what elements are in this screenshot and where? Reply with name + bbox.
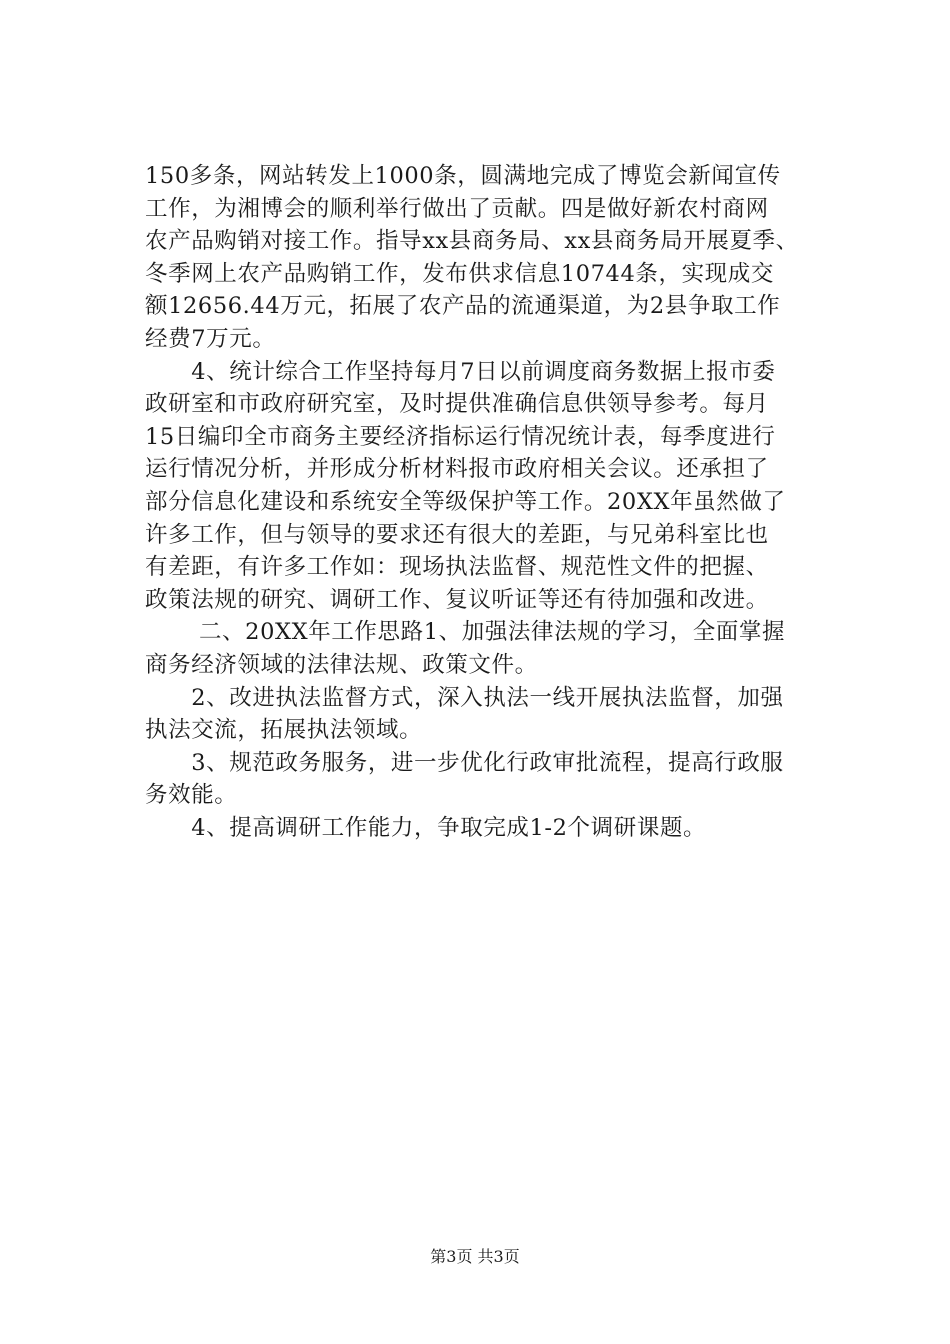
- text-line: 3、规范政务服务，进一步优化行政审批流程，提高行政服: [145, 749, 784, 776]
- text-line: 二、20XX年工作思路1、加强法律法规的学习，全面掌握: [145, 619, 786, 646]
- text-line: 政研室和市政府研究室，及时提供准确信息供领导参考。每月: [145, 391, 769, 418]
- text-line: 农产品购销对接工作。指导xx县商务局、xx县商务局开展夏季、: [145, 228, 799, 255]
- text-line: 冬季网上农产品购销工作，发布供求信息10744条，实现成交: [145, 260, 774, 287]
- page-footer: [0, 1244, 950, 1267]
- text-line: 4、统计综合工作坚持每月7日以前调度商务数据上报市委: [145, 358, 776, 385]
- text-line: 许多工作，但与领导的要求还有很大的差距，与兄弟科室比也: [145, 521, 769, 548]
- page-number-label: 第3页 共3页: [430, 1247, 520, 1266]
- text-line: 运行情况分析，并形成分析材料报市政府相关会议。还承担了: [145, 456, 769, 483]
- text-line: 有差距，有许多工作如：现场执法监督、规范性文件的把握、: [145, 554, 769, 581]
- document-body: [145, 160, 845, 844]
- text-line: 执法交流，拓展执法领域。: [145, 717, 423, 744]
- text-line: 额12656.44万元，拓展了农产品的流通渠道，为2县争取工作: [145, 293, 781, 320]
- text-line: 务效能。: [145, 782, 238, 809]
- text-line: 工作，为湘博会的顺利举行做出了贡献。四是做好新农村商网: [145, 195, 769, 222]
- text-line: 150多条，网站转发上1000条，圆满地完成了博览会新闻宣传: [145, 163, 781, 189]
- text-line: 15日编印全市商务主要经济指标运行情况统计表，每季度进行: [145, 423, 776, 450]
- text-line: 商务经济领域的法律法规、政策文件。: [145, 651, 538, 678]
- text-line: 政策法规的研究、调研工作、复议听证等还有待加强和改进。: [145, 586, 769, 613]
- text-line: 部分信息化建设和系统安全等级保护等工作。20XX年虽然做了: [145, 488, 786, 515]
- text-line: 2、改进执法监督方式，深入执法一线开展执法监督，加强: [145, 684, 784, 711]
- text-line: 4、提高调研工作能力，争取完成1-2个调研课题。: [145, 814, 707, 841]
- text-line: 经费7万元。: [145, 325, 276, 352]
